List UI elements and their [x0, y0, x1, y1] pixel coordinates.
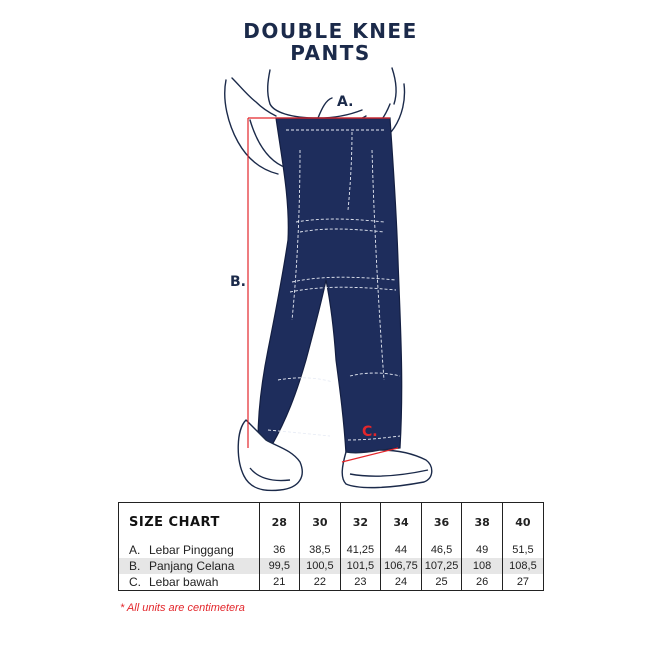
measure-label-a: A.	[337, 94, 354, 110]
table-cell: 108,5	[502, 558, 543, 574]
row-letter: A.	[129, 542, 141, 557]
table-cell: 24	[381, 574, 422, 590]
row-letter: C.	[129, 574, 141, 589]
size-header: 40	[502, 503, 543, 541]
size-chart-table	[118, 502, 544, 591]
table-row	[119, 558, 543, 574]
measure-label-b: B.	[230, 274, 246, 290]
table-cell: 107,25	[421, 558, 462, 574]
table-cell: 44	[381, 541, 422, 557]
size-header: 38	[462, 503, 503, 541]
pants	[258, 118, 402, 454]
table-cell: 51,5	[502, 541, 543, 557]
size-header: 30	[300, 503, 341, 541]
table-cell: 100,5	[300, 558, 341, 574]
table-cell: 46,5	[421, 541, 462, 557]
table-cell: 22	[300, 574, 341, 590]
size-header: 34	[381, 503, 422, 541]
product-title-line1: DOUBLE KNEE	[243, 19, 418, 43]
table-cell: 21	[259, 574, 300, 590]
table-cell: 99,5	[259, 558, 300, 574]
product-title-line2: PANTS	[290, 41, 371, 65]
table-cell: 41,25	[340, 541, 381, 557]
table-cell: 27	[502, 574, 543, 590]
table-cell: 36	[259, 541, 300, 557]
table-cell: 25	[421, 574, 462, 590]
size-header: 28	[259, 503, 300, 541]
table-cell: 49	[462, 541, 503, 557]
table-row	[119, 541, 543, 557]
table-cell: 108	[462, 558, 503, 574]
table-cell: 38,5	[300, 541, 341, 557]
row-letter: B.	[129, 558, 141, 573]
table-cell: 106,75	[381, 558, 422, 574]
row-name: Panjang Celana	[149, 558, 235, 573]
table-cell: 26	[462, 574, 503, 590]
measure-label-c: C.	[362, 424, 378, 440]
size-chart-heading: SIZE CHART	[129, 514, 220, 530]
table-row	[119, 574, 543, 590]
units-note: * All units are centimetera	[120, 602, 245, 614]
row-name: Lebar Pinggang	[149, 542, 234, 557]
size-header: 36	[421, 503, 462, 541]
size-header: 32	[340, 503, 381, 541]
row-name: Lebar bawah	[149, 574, 219, 589]
size-chart-header-row	[119, 503, 543, 541]
table-cell: 23	[340, 574, 381, 590]
table-cell: 101,5	[340, 558, 381, 574]
